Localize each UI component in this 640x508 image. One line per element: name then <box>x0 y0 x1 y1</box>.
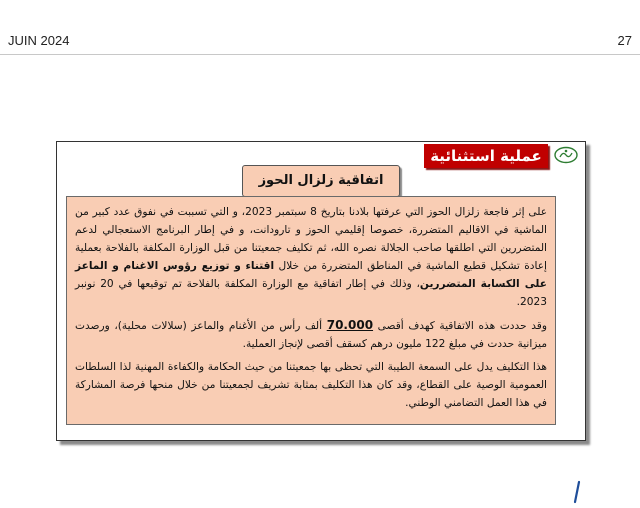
pen-mark-icon <box>570 480 584 504</box>
content-text-box <box>66 196 556 425</box>
page-number: 27 <box>617 33 632 48</box>
paragraph-1-text-b: ، وذلك في إطار اتفاقية مع الوزارة المكلفة بالفلاحة تم توقيعها في 20 نونبر 2023. <box>75 278 547 308</box>
target-head-count: 70.000 <box>326 318 374 332</box>
association-logo-icon <box>553 146 579 164</box>
page-header <box>0 0 640 58</box>
header-date: JUIN 2024 <box>8 33 70 48</box>
paragraph-2 <box>75 316 547 353</box>
paragraph-1-text-a: على إثر فاجعة زلزال الحوز التي عرفتها بلادنا بتاريخ 8 سبتمبر 2023، و التي تسببت في نفوق عدد كبير من الماشية في الاقاليم المتضررة، خصوصا إقليمي الحوز و تارودانت، و في إطار البرنامج الاستعجالي لدعم المتضررين التي اطلقها صاحب الجلالة نصره الله، ثم تكليف جمعيتنا من قبل الوزارة المكلفة بالفلاحة بعملية إعادة تشكيل قطيع الماشية في المناطق المتضررة من خلال <box>75 206 548 272</box>
paragraph-2-text-a: وقد حددت هذه الاتفاقية كهدف أقصى <box>373 320 547 332</box>
header-divider <box>0 54 640 55</box>
paragraph-1-bold: اقتناء و توزيع رؤوس الاغنام و الماعز على الكسابة المتضررين <box>75 260 547 290</box>
paragraph-3: هذا التكليف يدل على السمعة الطيبة التي تحظى بها جمعيتنا من حيث الحكامة والكفاءة المهنية لذا السلطات العمومية الوصية على القطاع، وقد كان هذا التكليف بمثابة تشريف لجمعيتنا من خلال منحها فرصة المشاركة في هذا العمل التضامني الوطني. <box>75 361 547 409</box>
exceptional-operation-badge: عملية استثنائية <box>424 144 548 168</box>
paragraph-1 <box>75 203 547 311</box>
paragraph-2-text-b: ألف رأس من الأغنام والماعز (سلالات محلية)، ورصدت ميزانية حددت في مبلغ 122 مليون درهم كسقف أقصى لإنجاز العملية. <box>75 320 547 350</box>
agreement-title: اتفاقية زلزال الحوز <box>242 165 400 197</box>
